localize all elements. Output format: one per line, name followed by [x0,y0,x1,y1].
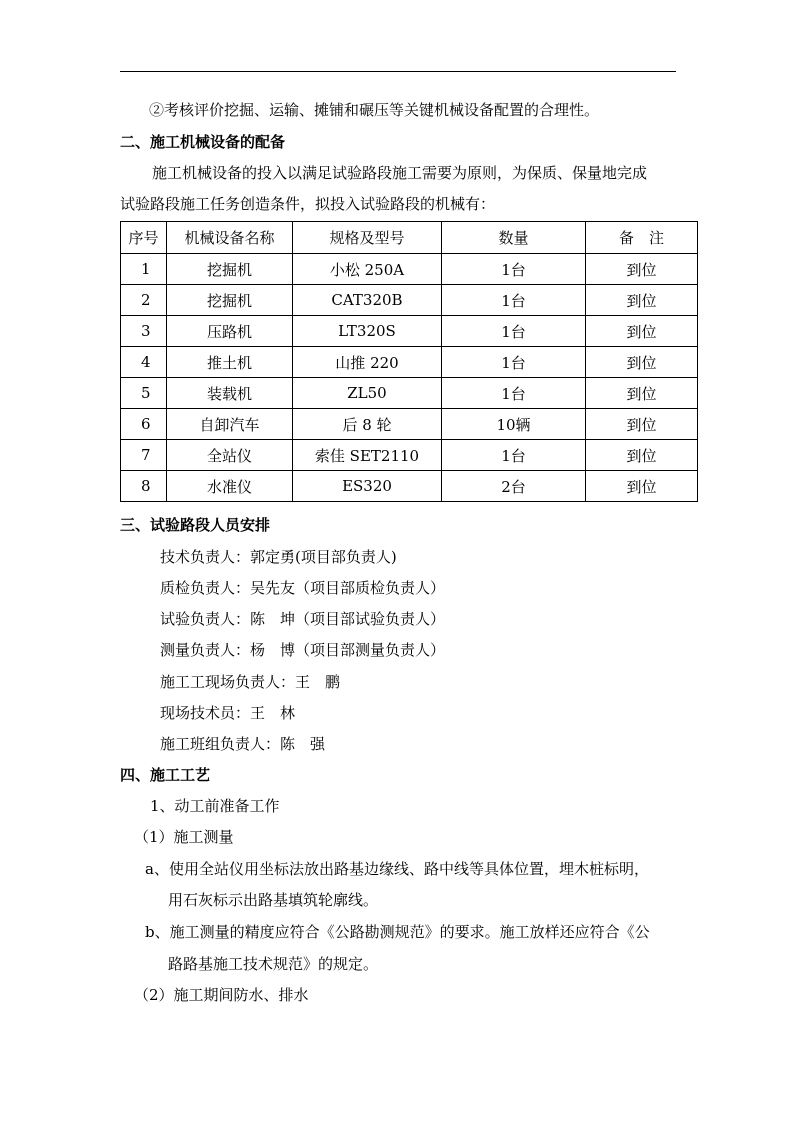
cell-no: 7 [121,440,167,471]
cell-note: 到位 [586,378,698,409]
table-row [121,409,698,440]
cell-spec: CAT320B [293,285,442,316]
cell-qty: 1台 [442,316,586,347]
table-row [121,347,698,378]
cell-no: 2 [121,285,167,316]
header-qty: 数量 [442,222,586,254]
cell-qty: 1台 [442,347,586,378]
cell-qty: 10辆 [442,409,586,440]
cell-spec: 小松 250A [293,254,442,285]
cell-name: 水准仪 [167,471,293,502]
cell-name: 压路机 [167,316,293,347]
cell-spec: 索佳 SET2110 [293,440,442,471]
cell-no: 3 [121,316,167,347]
table-header-row [121,222,698,254]
staff-testing: 试验负责人：陈 坤（项目部试验负责人） [160,610,446,628]
section-4-heading: 四、施工工艺 [120,766,211,784]
section-4-sub1: 1、动工前准备工作 [150,797,280,815]
cell-no: 8 [121,471,167,502]
cell-note: 到位 [586,285,698,316]
item-b-line1: b、施工测量的精度应符合《公路勘测规范》的要求。施工放样还应符合《公 [145,923,650,941]
cell-spec: LT320S [293,316,442,347]
header-note: 备 注 [586,222,698,254]
cell-note: 到位 [586,316,698,347]
equipment-table [120,221,698,502]
cell-qty: 1台 [442,440,586,471]
header-name: 机械设备名称 [167,222,293,254]
section-2-para-line1: 施工机械设备的投入以满足试验路段施工需要为原则，为保质、保量地完成 [152,164,648,182]
cell-note: 到位 [586,471,698,502]
cell-note: 到位 [586,409,698,440]
intro-line: ②考核评价挖掘、运输、摊铺和碾压等关键机械设备配置的合理性。 [149,101,600,119]
cell-no: 5 [121,378,167,409]
cell-qty: 1台 [442,285,586,316]
item-a-line2: 用石灰标示出路基填筑轮廓线。 [168,891,379,909]
cell-note: 到位 [586,440,698,471]
staff-survey: 测量负责人：杨 博（项目部测量负责人） [160,641,446,659]
header-spec: 规格及型号 [293,222,442,254]
table-row [121,254,698,285]
cell-no: 4 [121,347,167,378]
staff-crew: 施工班组负责人：陈 强 [160,735,326,753]
cell-name: 挖掘机 [167,254,293,285]
section-3-heading: 三、试验路段人员安排 [120,516,271,534]
cell-note: 到位 [586,347,698,378]
cell-spec: 山推 220 [293,347,442,378]
section-4-item1: （1）施工测量 [134,828,234,846]
staff-technical: 技术负责人：郭定勇(项目部负责人) [160,548,397,566]
cell-name: 挖掘机 [167,285,293,316]
cell-note: 到位 [586,254,698,285]
cell-spec: 后 8 轮 [293,409,442,440]
staff-site: 施工工现场负责人：王 鹏 [160,673,341,691]
cell-name: 全站仪 [167,440,293,471]
item-b-line2: 路路基施工技术规范》的规定。 [168,955,379,973]
section-2-heading: 二、施工机械设备的配备 [120,133,286,151]
cell-spec: ES320 [293,471,442,502]
item-a-line1: a、使用全站仪用坐标法放出路基边缘线、路中线等具体位置，埋木桩标明， [145,860,649,878]
cell-name: 装载机 [167,378,293,409]
cell-no: 6 [121,409,167,440]
table-row [121,440,698,471]
cell-qty: 2台 [442,471,586,502]
table-row [121,285,698,316]
staff-quality: 质检负责人：吴先友（项目部质检负责人） [160,579,446,597]
cell-spec: ZL50 [293,378,442,409]
staff-site-tech: 现场技术员：王 林 [160,704,296,722]
cell-qty: 1台 [442,378,586,409]
cell-name: 自卸汽车 [167,409,293,440]
cell-no: 1 [121,254,167,285]
section-4-item2: （2）施工期间防水、排水 [134,986,309,1004]
table-row [121,378,698,409]
cell-qty: 1台 [442,254,586,285]
cell-name: 推土机 [167,347,293,378]
table-row [121,316,698,347]
header-no: 序号 [121,222,167,254]
header-rule [120,71,676,72]
table-row [121,471,698,502]
section-2-para-line2: 试验路段施工任务创造条件，拟投入试验路段的机械有： [120,195,496,213]
